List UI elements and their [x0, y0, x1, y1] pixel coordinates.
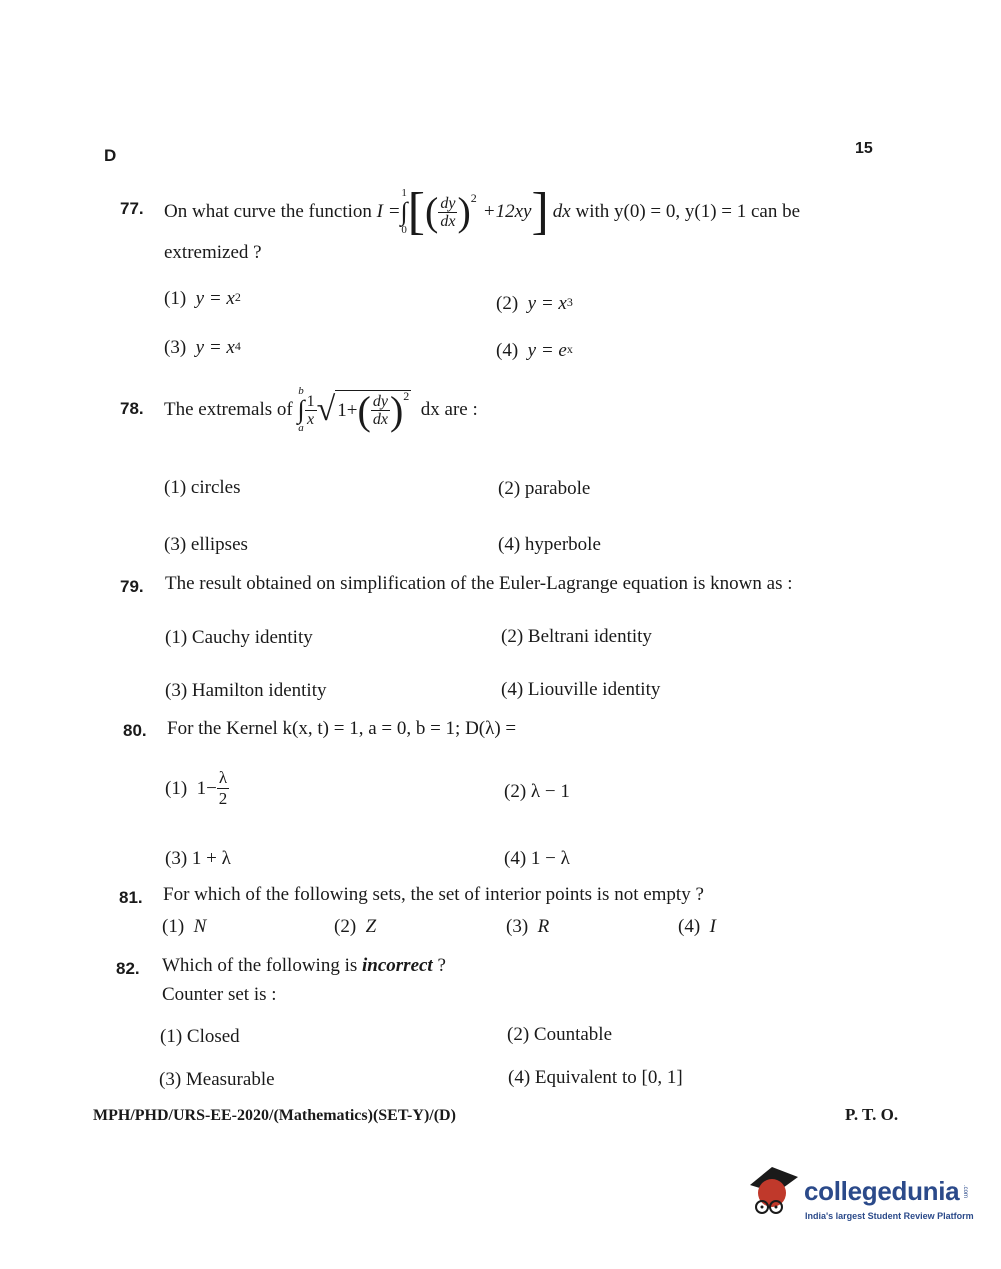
q77-plus-term: +12xy	[482, 201, 532, 222]
q78-option-2: (2) parabole	[498, 478, 591, 499]
q82-option-3: (3) Measurable	[159, 1069, 275, 1090]
q81-option-2: (2) Z	[334, 916, 377, 937]
q80-option-2: (2) λ − 1	[504, 781, 570, 802]
q77-dydx: $\frac{dy}{dx}$	[440, 194, 456, 230]
question-81-text: For which of the following sets, the set of interior points is not empty ?	[163, 884, 704, 905]
question-78-text: The extremals of b ∫ a $\frac{1}{x}$ √ 1+ ( $\frac{dy}{dx}$ ) $^2$ dx are :	[164, 385, 478, 434]
q79-option-4: (4) Liouville identity	[501, 679, 661, 700]
q77-text-before: On what curve the function	[164, 201, 372, 222]
mascot-icon	[742, 1163, 804, 1223]
footer-pto: P. T. O.	[845, 1105, 899, 1124]
question-77-text-line2: extremized ?	[164, 242, 262, 263]
question-number-80: 80.	[123, 721, 147, 740]
q78-option-4: (4) hyperbole	[498, 534, 601, 555]
question-77-text: On what curve the function I = 1 ∫ 0 [ ( $\frac{dy}{dx}$ ) $^2$ +12xy ] dx with y(0) = 0, y(1) = 1 can be	[164, 183, 801, 240]
question-number-78: 78.	[120, 399, 144, 418]
q79-option-2: (2) Beltrani identity	[501, 626, 652, 647]
brand-logo	[742, 1163, 972, 1225]
q77-text-after: with y(0) = 0, y(1) = 1 can be	[575, 201, 801, 222]
q82-option-4: (4) Equivalent to [0, 1]	[508, 1067, 683, 1088]
q78-integral: b ∫ a	[297, 385, 305, 434]
q80-option-1: (1) 1− $\frac{\lambda}{2}$	[165, 768, 228, 808]
q78-option-3: (3) ellipses	[164, 534, 248, 555]
q80-option-3: (3) 1 + λ	[165, 848, 231, 869]
question-79-text: The result obtained on simplification of the Euler-Lagrange equation is known as :	[165, 573, 793, 594]
q81-option-3: (3) R	[506, 916, 550, 937]
question-number-77: 77.	[120, 199, 144, 218]
brand-suffix: .com	[962, 1185, 968, 1199]
page-number: 15	[855, 140, 873, 157]
q78-text-after: dx are :	[420, 399, 478, 420]
question-80-text: For the Kernel k(x, t) = 1, a = 0, b = 1; D(λ) =	[167, 718, 517, 739]
footer-code: MPH/PHD/URS-EE-2020/(Mathematics)(SET-Y)/(D)	[93, 1107, 456, 1124]
set-letter: D	[104, 146, 117, 165]
question-82-text-line2: Counter set is :	[162, 984, 277, 1005]
q78-one-over-x: $\frac{1}{x}$	[306, 392, 315, 428]
q77-option-1: (1) $y = x^2$	[164, 288, 241, 309]
q77-i-eq: I =	[376, 201, 401, 222]
question-number-82: 82.	[116, 959, 140, 978]
q81-option-4: (4) I	[678, 916, 716, 937]
q78-option-1: (1) circles	[164, 477, 241, 498]
q81-option-1: (1) N	[162, 916, 207, 937]
brand-name: collegedunia	[804, 1176, 960, 1206]
q77-integral: 1 ∫ 0	[400, 187, 408, 236]
q77-option-3: (3) $y = x^4$	[164, 337, 241, 358]
question-number-81: 81.	[119, 888, 143, 907]
q82-emphasis: incorrect	[362, 955, 433, 976]
q82-option-2: (2) Countable	[507, 1024, 613, 1045]
q78-sqrt: √ 1+ ( $\frac{dy}{dx}$ ) $^2$	[316, 387, 410, 433]
q82-option-1: (1) Closed	[160, 1026, 240, 1047]
q77-option-4: (4) $y = e^x$	[496, 340, 573, 361]
q79-option-3: (3) Hamilton identity	[165, 680, 327, 701]
question-82-text: Which of the following is incorrect ?	[162, 955, 446, 976]
q79-option-1: (1) Cauchy identity	[165, 627, 313, 648]
q77-option-2: (2) $y = x^3$	[496, 293, 573, 314]
question-number-79: 79.	[120, 577, 144, 596]
q80-option-4: (4) 1 − λ	[504, 848, 570, 869]
brand-tagline: India's largest Student Review Platform	[805, 1211, 974, 1221]
